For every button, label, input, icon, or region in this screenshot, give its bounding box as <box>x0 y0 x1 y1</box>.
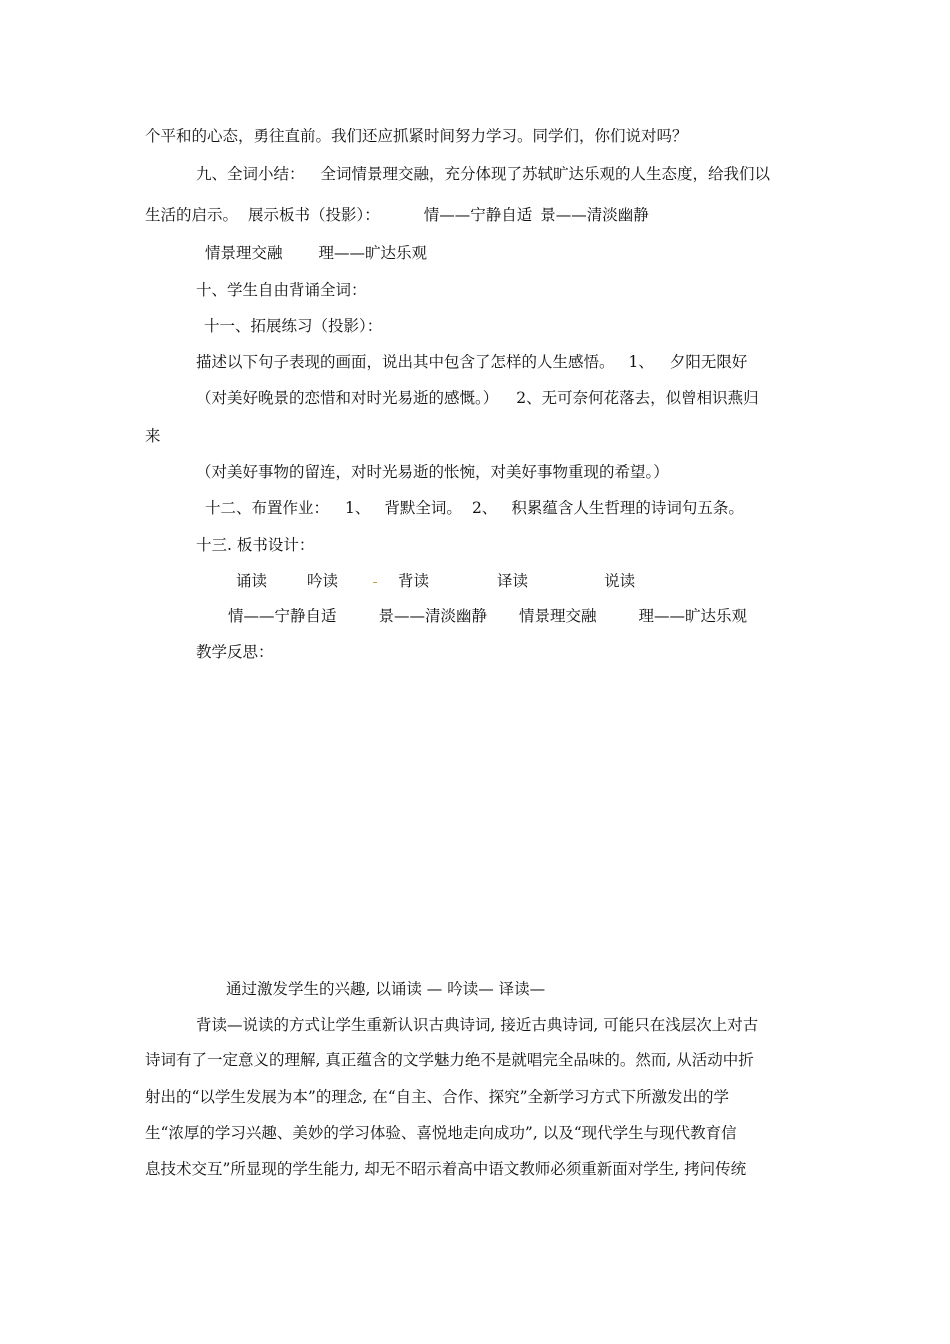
text-span: 情——宁静自适 <box>423 206 533 224</box>
text-span: 景——清淡幽静 <box>540 206 649 224</box>
text-span: ： <box>313 499 330 517</box>
homework-line <box>205 498 744 518</box>
reflection-line: 背读—说读的方式让学生重新认识古典诗词, 接近古典诗词, 可能只在浅层次上对古 <box>196 1016 759 1034</box>
board-item: 背读 <box>398 572 430 590</box>
board-item: 理——旷达乐观 <box>638 607 748 625</box>
board-item: 情景理交融 <box>519 607 597 625</box>
reflection-line: 息技术交互”所显现的学生能力, 却无不昭示着高中语文教师必须重新面对学生, 拷问传统 <box>145 1160 747 1178</box>
text-span: （对美好晚景的恋惜和对时光易逝的感慨。） <box>196 389 499 407</box>
text-span: 1、 <box>628 353 654 371</box>
section-heading: 十、学生自由背诵全词： <box>196 281 367 299</box>
text-line: 来 <box>145 427 161 445</box>
section-nine-line <box>196 164 770 184</box>
text-line <box>196 352 747 372</box>
section-heading: 教学反思： <box>196 643 274 661</box>
text-line <box>205 243 427 263</box>
text-span: 全词情景理交融，充分体现了苏轼旷达乐观的人生态度，给我们以 <box>320 165 771 183</box>
text-span: 十二、布置作业 <box>205 499 314 517</box>
section-heading: 九、全词小结： <box>196 165 305 183</box>
board-row-methods <box>236 571 635 591</box>
board-item: 诵读 <box>236 572 268 590</box>
text-span: 积累蕴含人生哲理的诗词句五条。 <box>511 499 744 517</box>
text-span: 。 <box>446 499 462 517</box>
text-span: 背默全词 <box>384 499 447 517</box>
text-span: 2、无可奈何花落去，似曾相识燕归 <box>516 389 759 407</box>
reflection-line: 诗词有了一定意义的理解, 真正蕴含的文学魅力绝不是就唱完全品味的。然而, 从活动中折 <box>145 1051 754 1069</box>
board-item: 情——宁静自适 <box>228 607 337 625</box>
text-span: 情景理交融 <box>205 244 283 262</box>
board-row-themes <box>228 606 747 626</box>
board-item: 景——清淡幽静 <box>378 607 488 625</box>
reflection-line: 射出的“以学生发展为本”的理念, 在“自主、合作、探究”全新学习方式下所激发出的学 <box>145 1088 730 1106</box>
board-item: 说读 <box>604 572 636 590</box>
text-span: 描述以下句子表现的画面，说出其中包含了怎样的人生感悟。 <box>196 353 615 371</box>
reflection-line: 生“浓厚的学习兴趣、美妙的学习体验、喜悦地走向成功”, 以及“现代学生与现代教育信 <box>145 1124 737 1142</box>
text-span: 生活的启示。 <box>145 206 239 224</box>
text-span: 2、 <box>471 499 498 517</box>
section-heading: 十三. 板书设计： <box>196 536 315 554</box>
text-line: 个平和的心态，勇往直前。我们还应抓紧时间努力学习。同学们，你们说对吗？ <box>145 127 688 145</box>
section-heading: 十一、拓展练习（投影）： <box>204 317 383 335</box>
text-line <box>196 388 759 408</box>
text-span: 展示板书（投影）： <box>248 206 380 224</box>
text-span: 理——旷达乐观 <box>318 244 428 262</box>
text-span: 夕阳无限好 <box>669 353 748 371</box>
text-line <box>145 205 649 225</box>
board-item: 译读 <box>497 572 529 590</box>
reflection-line: 通过激发学生的兴趣, 以诵读 — 吟读— 译读— <box>226 980 546 998</box>
stray-mark <box>373 582 377 583</box>
board-item: 吟读 <box>307 572 339 590</box>
text-span: 1、 <box>345 499 371 517</box>
text-line: （对美好事物的留连，对时光易逝的怅惋，对美好事物重现的希望。） <box>196 463 669 481</box>
